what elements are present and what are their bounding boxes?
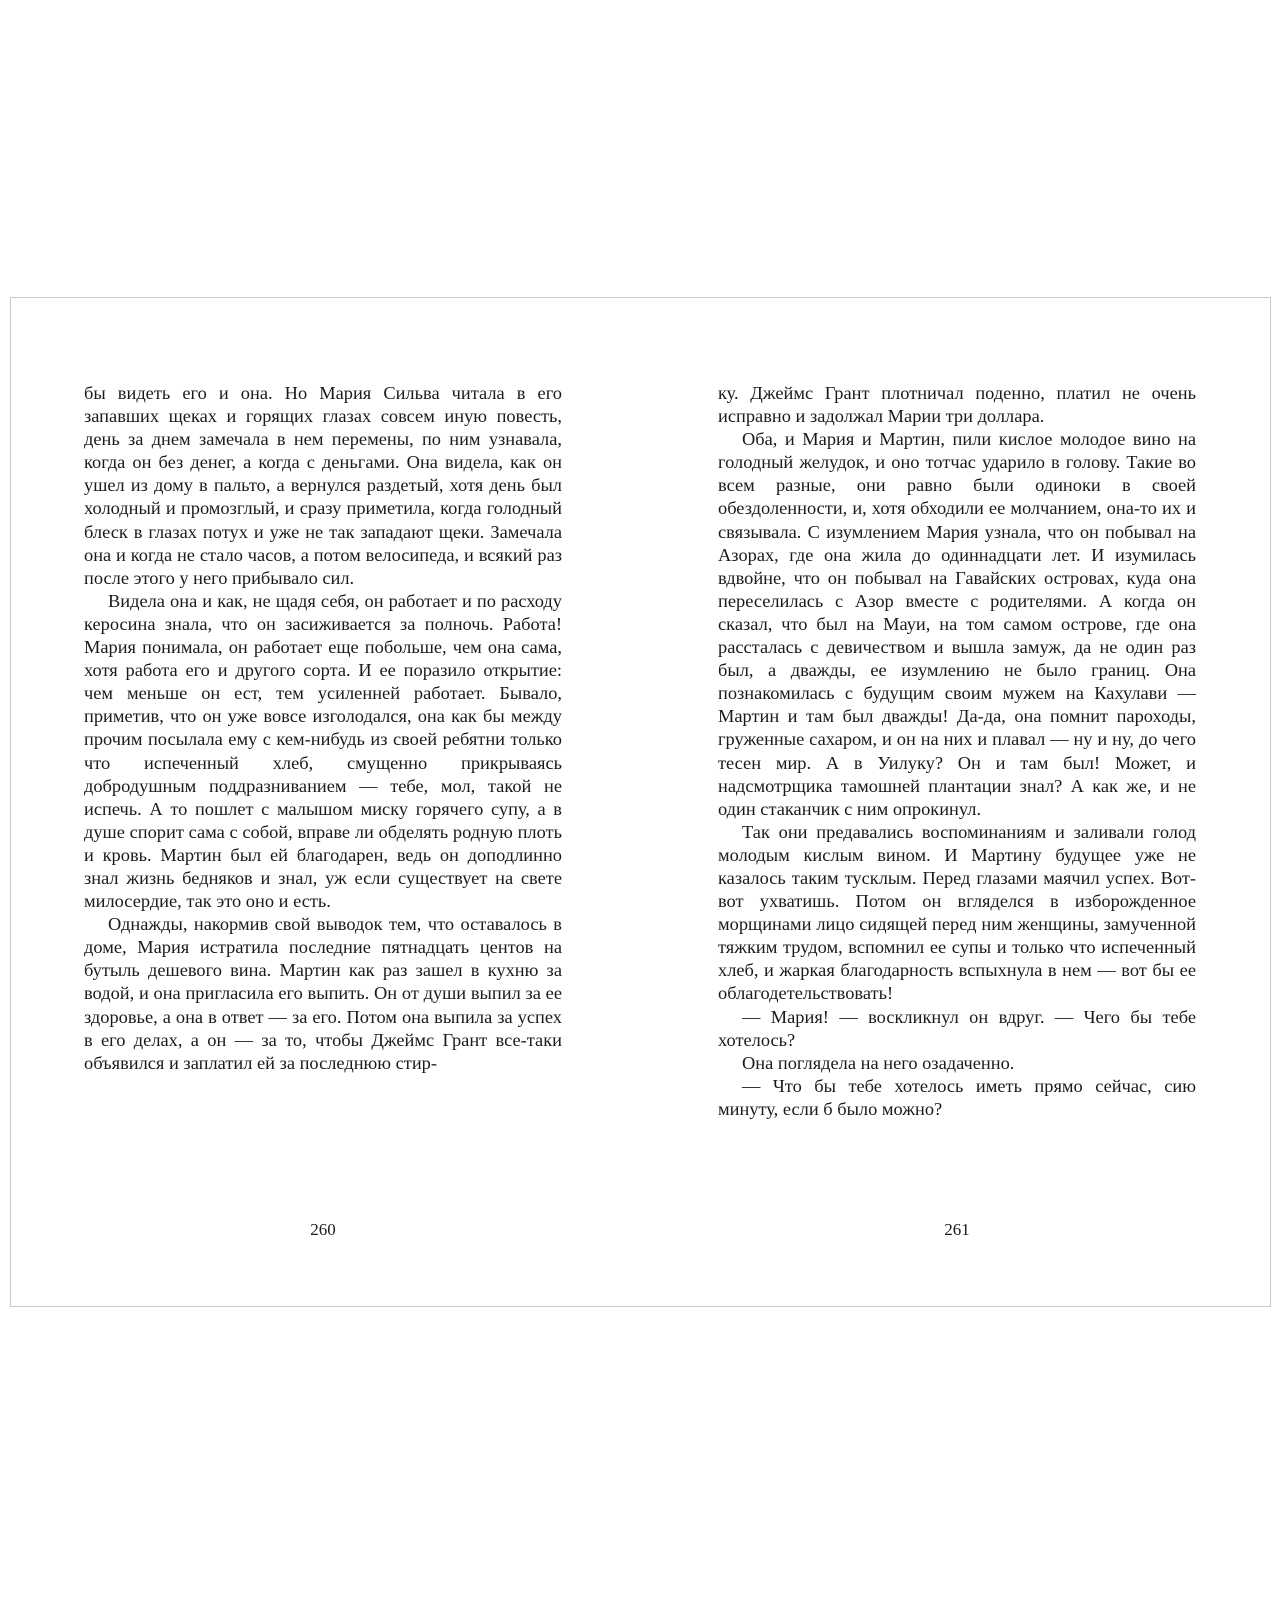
paragraph: бы видеть его и она. Но Мария Сильва читала в его запавших щеках и горящих глазах совсем иную повесть, день за днем замечала в нем перемены, по ним узнавала, когда он без денег, а когда с деньгами. Она видела, как он ушел из дому в пальто, а вернулся раздетый, хотя день был холодный и промозглый, и сразу приметила, когда голодный блеск в глазах потух и уже не так западают щеки. Замечала она и когда не стало часов, а потом велосипеда, и всякий раз после этого у него прибывало сил.	[84, 383, 562, 588]
paragraph: Оба, и Мария и Мартин, пили кислое молодое вино на голодный желудок, и оно тотчас ударило в голову. Такие во всем разные, они равно были одиноки в своей обездоленности, и, хотя обходили ее молчанием, она-то их и связывала. С изумлением Мария узнала, что он побывал на Азорах, где она жила до одиннадцати лет. И изумилась вдвойне, что он побывал на Гавайских островах, куда она переселилась с Азор вместе с родителями. А когда он сказал, что был на Мауи, на том самом острове, где она рассталась с девичеством и вышла замуж, да не один раз был, а дважды, ее изумлению не было границ. Она познакомилась с будущим своим мужем на Кахулави — Мартин и там был дважды! Да-да, она помнит пароходы, груженные сахаром, и он на них и плавал — ну и ну, до чего тесен мир. А в Уилуку? Он и там был! Может, и надсмотрщика тамошней плантации знал? А как же, и не один стаканчик с ним опрокинул.	[718, 429, 1196, 819]
paragraph: — Что бы тебе хотелось иметь прямо сейчас, сию минуту, если б было можно?	[718, 1075, 1196, 1119]
paragraph: Так они предавались воспоминаниям и заливали голод молодым кислым вином. И Мартину будущее уже не казалось таким тусклым. Перед глазами маячил успех. Вот-вот ухватишь. Потом он вгляделся в изборожденное морщинами лицо сидящей перед ним женщины, замученной тяжким трудом, вспомнил ее супы и только что испеченный хлеб, и жаркая благодарность вспыхнула в нем — вот бы ее облагодетельствовать!	[718, 821, 1196, 1004]
paragraph: — Мария! — воскликнул он вдруг. — Чего бы тебе хотелось?	[718, 1006, 1196, 1050]
paragraph: Видела она и как, не щадя себя, он работает и по расходу керосина знала, что он засиживается за полночь. Работа! Мария понимала, он работает еще побольше, чем она сама, хотя работа его и другого сорта. И ее поразило открытие: чем меньше он ест, тем усиленней работает. Бывало, приметив, что он уже вовсе изголодался, она как бы между прочим посылала ему с кем-нибудь из своей ребятни только что испеченный хлеб, смущенно прикрываясь добродушным поддразниванием — тебе, мол, такой не испечь. А то пошлет с малышом миску горячего супу, а в душе спорит сама с собой, вправе ли обделять родную плоть и кровь. Мартин был ей благодарен, ведь он доподлинно знал жизнь бедняков и знал, уж если существует на свете милосердие, так это оно и есть.	[84, 590, 562, 912]
page-number-left: 260	[310, 1220, 336, 1239]
page-number-right: 261	[944, 1220, 970, 1239]
book-spread	[10, 297, 1271, 1307]
paragraph: ку. Джеймс Грант плотничал поденно, платил не очень исправно и задолжал Марии три доллара.	[718, 383, 1196, 427]
right-page	[718, 382, 1196, 1121]
paragraph: Она поглядела на него озадаченно.	[742, 1052, 1015, 1073]
left-page	[84, 382, 562, 1075]
paragraph: Однажды, накормив свой выводок тем, что оставалось в доме, Мария истратила последние пятнадцать центов на бутыль дешевого вина. Мартин как раз зашел в кухню за водой, и она пригласила его выпить. Он от души выпил за ее здоровье, а она в ответ — за его. Потом она выпила за успех в его делах, а он — за то, чтобы Джеймс Грант все-таки объявился и заплатил ей за последнюю стир-	[84, 914, 562, 1073]
